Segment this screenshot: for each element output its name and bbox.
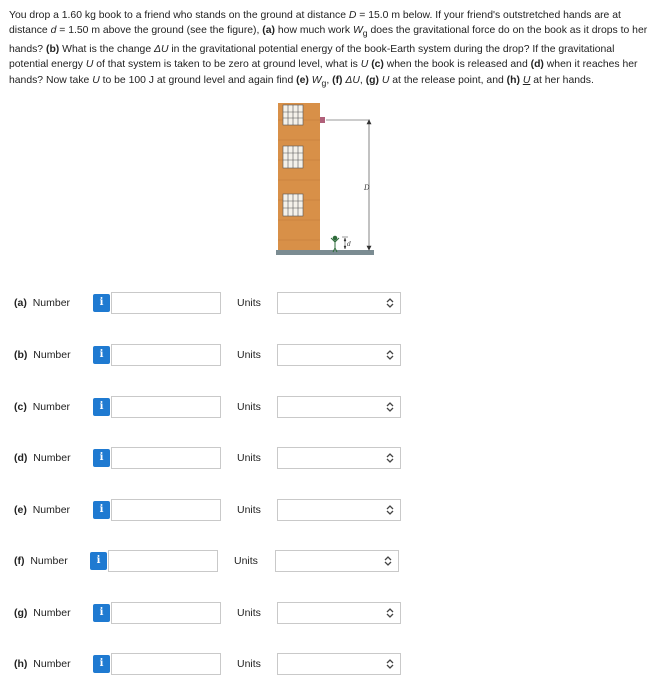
building-figure — [272, 100, 382, 265]
info-button[interactable]: i — [93, 604, 110, 622]
units-label: Units — [237, 658, 261, 670]
ground — [276, 250, 374, 255]
question-label: (f) Number — [14, 555, 68, 567]
label-d: d — [347, 241, 351, 248]
info-button[interactable]: i — [93, 655, 110, 673]
units-label: Units — [237, 504, 261, 516]
info-button[interactable]: i — [93, 449, 110, 467]
answer-row-a — [0, 292, 655, 316]
number-input[interactable] — [111, 653, 221, 675]
building — [278, 103, 320, 253]
units-select[interactable] — [277, 292, 401, 314]
units-label: Units — [234, 555, 258, 567]
chevron-up-down-icon — [385, 349, 395, 361]
info-button[interactable]: i — [93, 346, 110, 364]
units-select[interactable] — [275, 550, 399, 572]
question-label: (e) Number — [14, 504, 71, 516]
question-label: (g) Number — [14, 607, 71, 619]
question-label: (b) Number — [14, 349, 71, 361]
answer-row-d — [0, 447, 655, 471]
chevron-up-down-icon — [385, 658, 395, 670]
number-input[interactable] — [111, 396, 221, 418]
info-button[interactable]: i — [90, 552, 107, 570]
friend-figure — [331, 236, 339, 252]
units-select[interactable] — [277, 602, 401, 624]
answer-row-h — [0, 653, 655, 677]
label-D: D — [364, 184, 370, 192]
number-input[interactable] — [108, 550, 218, 572]
chevron-up-down-icon — [385, 504, 395, 516]
chevron-up-down-icon — [383, 555, 393, 567]
chevron-up-down-icon — [385, 607, 395, 619]
problem-statement: You drop a 1.60 kg book to a friend who stands on the ground at distance D = 15.0 m below. If your friend's outstretched hands are at distance d = 1.50 m above the ground (see the figure), (a) how much work $W_g$ does the gravitational force do on the book as it drops to her hands? (b) What is the change ΔU in the gravitational potential energy of the book-Earth system during the drop? If the gravitational potential energy U of that system is taken to be zero at ground level, what is U (c) when the book is released and (d) when it reaches her hands? Now take U to be 100 J at ground level and again find (e) $W_g$, (f) ΔU, (g) U at the release point, and (h) U at her hands. — [9, 10, 648, 88]
chevron-up-down-icon — [385, 297, 395, 309]
number-input[interactable] — [111, 344, 221, 366]
window — [283, 146, 303, 168]
info-button[interactable]: i — [93, 398, 110, 416]
answer-row-g — [0, 602, 655, 626]
units-select[interactable] — [277, 653, 401, 675]
window — [283, 194, 303, 216]
units-label: Units — [237, 607, 261, 619]
chevron-up-down-icon — [385, 452, 395, 464]
number-input[interactable] — [111, 292, 221, 314]
question-label: (h) Number — [14, 658, 71, 670]
answer-row-e — [0, 499, 655, 523]
info-button[interactable]: i — [93, 294, 110, 312]
question-label: (d) Number — [14, 452, 71, 464]
units-select[interactable] — [277, 447, 401, 469]
units-select[interactable] — [277, 344, 401, 366]
units-select[interactable] — [277, 499, 401, 521]
units-label: Units — [237, 297, 261, 309]
number-input[interactable] — [111, 499, 221, 521]
units-label: Units — [237, 401, 261, 413]
chevron-up-down-icon — [385, 401, 395, 413]
units-label: Units — [237, 349, 261, 361]
question-label: (a) Number — [14, 297, 71, 309]
question-label: (c) Number — [14, 401, 71, 413]
units-select[interactable] — [277, 396, 401, 418]
number-input[interactable] — [111, 602, 221, 624]
number-input[interactable] — [111, 447, 221, 469]
answer-row-f — [0, 550, 655, 574]
answer-row-c — [0, 396, 655, 420]
units-label: Units — [237, 452, 261, 464]
answer-row-b — [0, 344, 655, 368]
window — [283, 105, 303, 125]
book-person-at-window — [320, 117, 325, 123]
info-button[interactable]: i — [93, 501, 110, 519]
